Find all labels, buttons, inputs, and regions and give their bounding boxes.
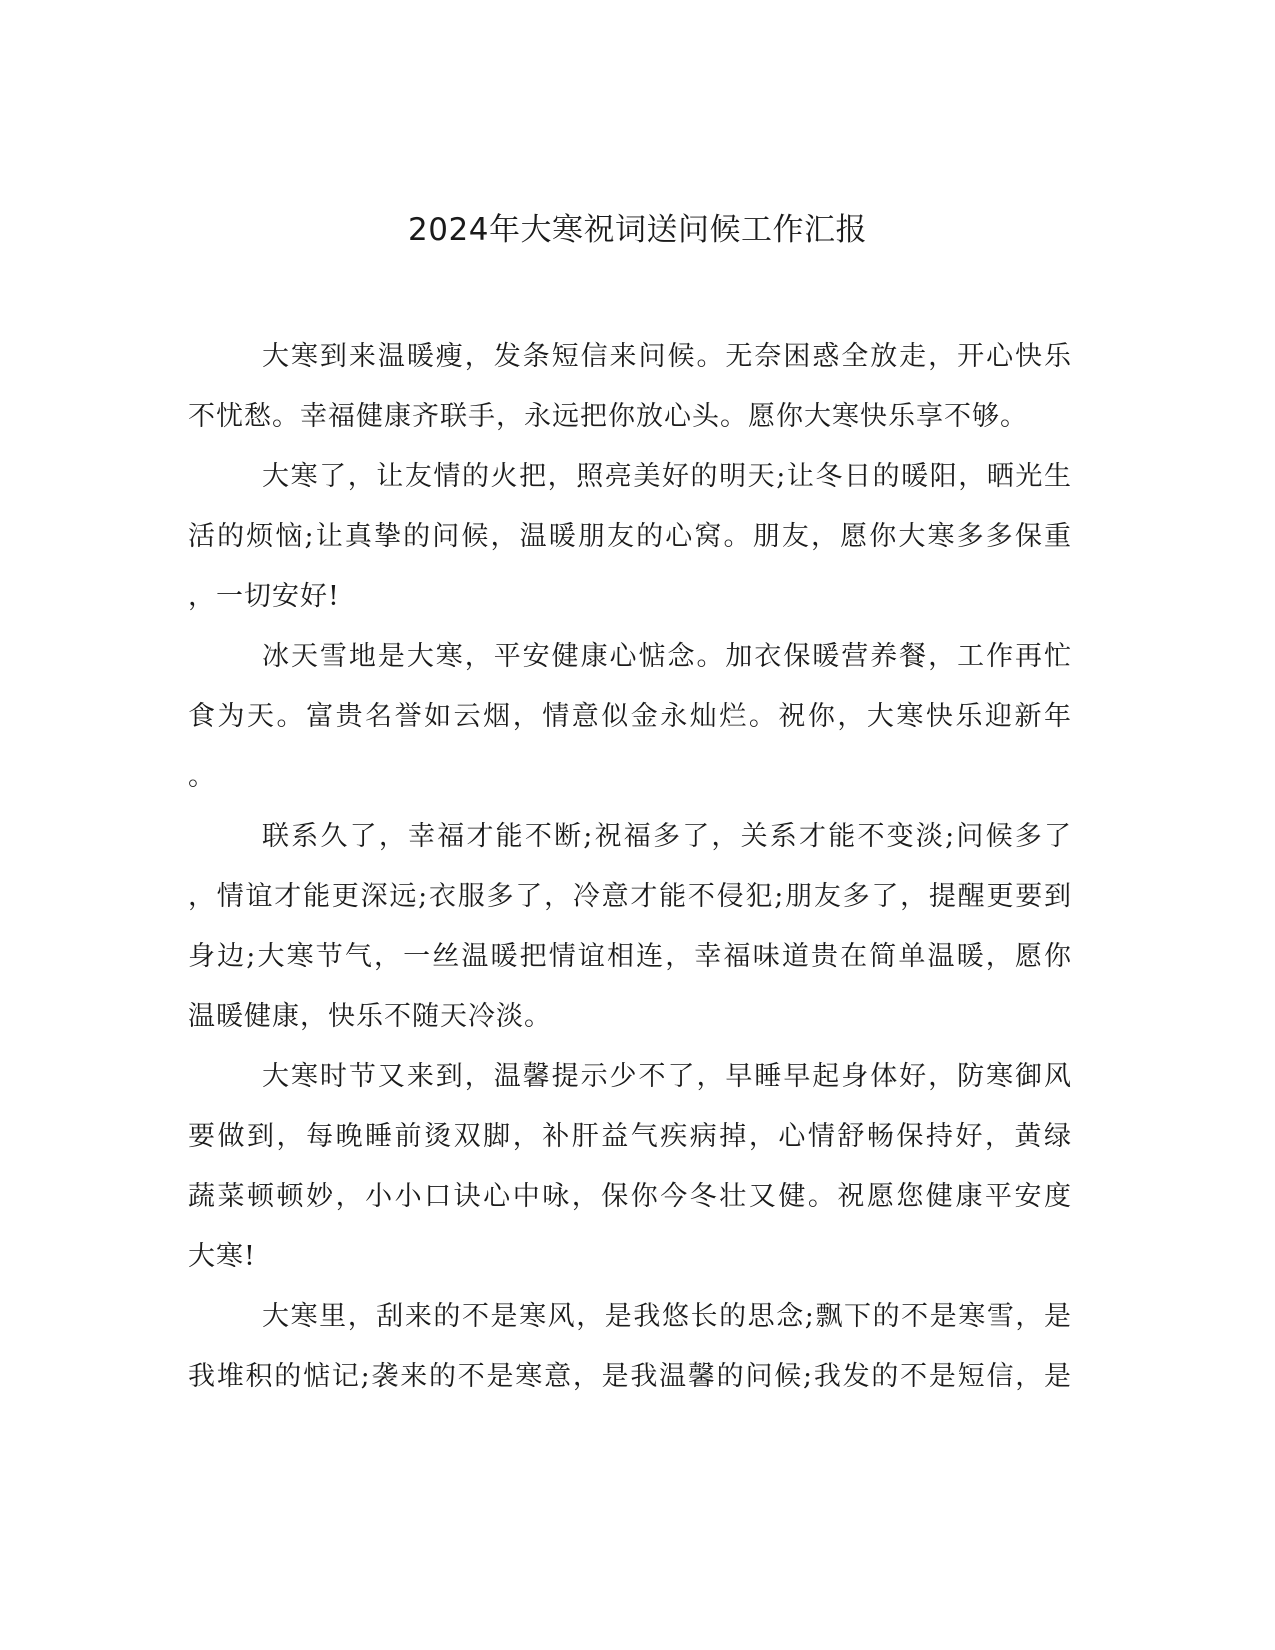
- paragraph-4-line-1: 联系久了，幸福才能不断;祝福多了，关系才能不变淡;问候多了: [262, 821, 1072, 852]
- paragraph-3-line-1: 冰天雪地是大寒，平安健康心惦念。加衣保暖营养餐，工作再忙: [262, 641, 1072, 672]
- paragraph-4-line-3: 身边;大寒节气，一丝温暖把情谊相连，幸福味道贵在简单温暖，愿你: [188, 941, 1072, 972]
- paragraph-6-line-2: 我堆积的惦记;袭来的不是寒意，是我温馨的问候;我发的不是短信，是: [188, 1361, 1072, 1392]
- paragraph-4-line-2: ，情谊才能更深远;衣服多了，冷意才能不侵犯;朋友多了，提醒更要到: [188, 881, 1072, 912]
- paragraph-5-line-4: 大寒!: [188, 1241, 256, 1272]
- paragraph-2-line-3: ，一切安好!: [188, 581, 340, 612]
- paragraph-6-line-1: 大寒里，刮来的不是寒风，是我悠长的思念;飘下的不是寒雪，是: [262, 1301, 1072, 1332]
- paragraph-2-line-1: 大寒了，让友情的火把，照亮美好的明天;让冬日的暖阳，晒光生: [262, 461, 1072, 492]
- paragraph-3-line-2: 食为天。富贵名誉如云烟，情意似金永灿烂。祝你，大寒快乐迎新年: [188, 701, 1072, 732]
- paragraph-5-line-3: 蔬菜顿顿妙，小小口诀心中咏，保你今冬壮又健。祝愿您健康平安度: [188, 1181, 1072, 1212]
- paragraph-1-line-1: 大寒到来温暖瘦，发条短信来问候。无奈困惑全放走，开心快乐: [262, 341, 1072, 372]
- document-title: 2024年大寒祝词送问候工作汇报: [408, 212, 867, 248]
- paragraph-5-line-2: 要做到，每晚睡前烫双脚，补肝益气疾病掉，心情舒畅保持好，黄绿: [188, 1121, 1072, 1152]
- paragraph-4-line-4: 温暖健康，快乐不随天冷淡。: [188, 1001, 552, 1032]
- document-body: [188, 327, 1072, 1407]
- paragraph-2-line-2: 活的烦恼;让真挚的问候，温暖朋友的心窝。朋友，愿你大寒多多保重: [188, 521, 1072, 552]
- paragraph-3-line-3: 。: [188, 761, 216, 792]
- paragraph-1-line-2: 不忧愁。幸福健康齐联手，永远把你放心头。愿你大寒快乐享不够。: [188, 401, 1028, 432]
- paragraph-5-line-1: 大寒时节又来到，温馨提示少不了，早睡早起身体好，防寒御风: [262, 1061, 1072, 1092]
